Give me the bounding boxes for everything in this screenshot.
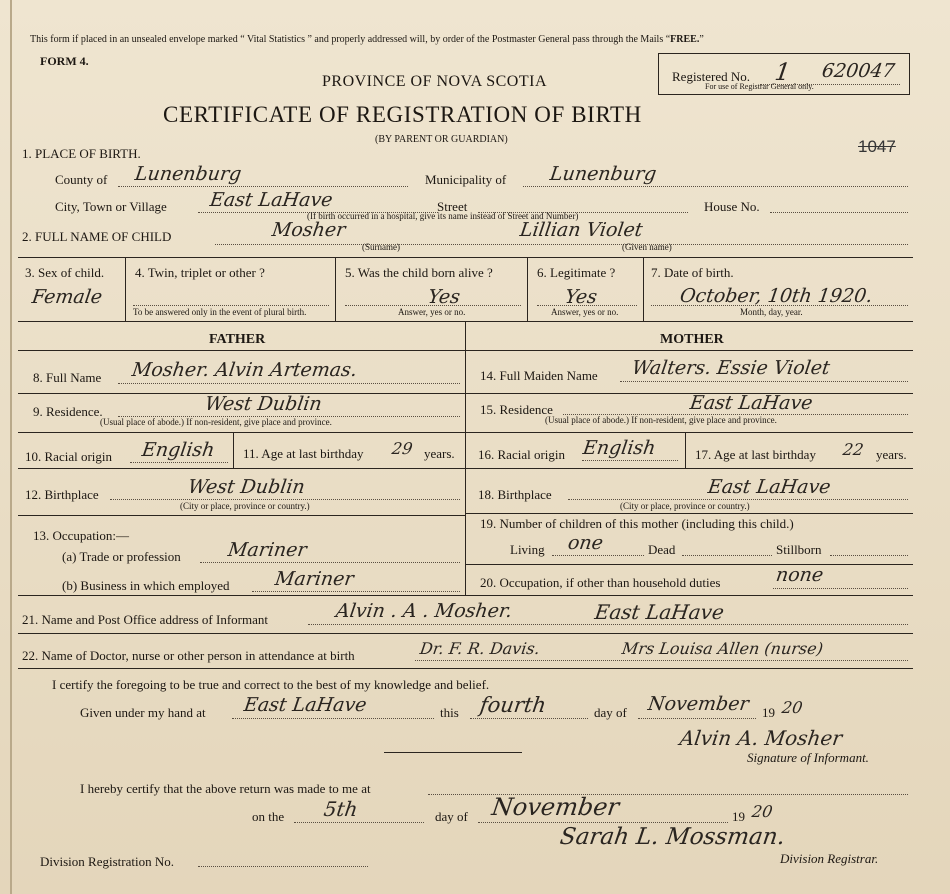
father-trade-line — [200, 562, 460, 563]
mother-age-divider — [685, 432, 686, 468]
given-day-value: fourth — [478, 693, 548, 717]
mother-residence-note: (Usual place of abode.) If non-resident, give place and province. — [545, 415, 777, 425]
informant-name-value: Alvin . A . Mosher. — [334, 600, 514, 622]
child-name-line — [215, 244, 908, 245]
mother-rule-1 — [465, 393, 913, 394]
signature-divider — [384, 752, 522, 753]
twin-line — [133, 305, 329, 306]
mother-age-value: 22 — [841, 440, 865, 459]
city-value: East LaHave — [208, 189, 335, 211]
legit-note: Answer, yes or no. — [551, 307, 619, 317]
given-year-prefix: 19 — [762, 705, 775, 720]
registrar-statement: I hereby certify that the above return was made to me at — [80, 781, 371, 796]
street-note: (If birth occurred in a hospital, give its name instead of Street and Number) — [307, 211, 579, 221]
street-label: Street — [437, 199, 468, 214]
twin-label: 4. Twin, triplet or other ? — [135, 265, 265, 280]
alive-label: 5. Was the child born alive ? — [345, 265, 493, 280]
mother-birthplace-label: 18. Birthplace — [478, 487, 552, 502]
given-month-line — [638, 718, 756, 719]
parents-bottom-rule — [18, 595, 913, 596]
mother-children-label: 19. Number of children of this mother (including this child.) — [480, 516, 794, 531]
father-birthplace-note: (City or place, province or country.) — [180, 501, 310, 511]
mother-stillborn-label: Stillborn — [776, 542, 822, 557]
child-name-label: 2. FULL NAME OF CHILD — [22, 229, 172, 244]
county-label: County of — [55, 172, 108, 187]
father-residence-value: West Dublin — [203, 393, 324, 415]
registrar-year-value: 20 — [750, 802, 774, 821]
municipality-value: Lunenburg — [548, 163, 658, 185]
alive-value: Yes — [426, 286, 462, 308]
father-residence-label: 9. Residence. — [33, 404, 103, 419]
mother-stillborn-line — [830, 555, 908, 556]
father-business-line — [252, 591, 460, 592]
registered-stamp: 620047 — [820, 60, 897, 82]
mother-racial-value: English — [581, 437, 658, 459]
mother-living-value: one — [566, 532, 605, 554]
date-line — [651, 305, 908, 306]
registrar-day-of-label: day of — [435, 809, 468, 824]
informant-address-value: East LaHave — [593, 600, 726, 624]
father-age-label: 11. Age at last birthday — [243, 446, 364, 461]
house-label: House No. — [704, 199, 760, 214]
attendant-nurse-value: Mrs Louisa Allen (nurse) — [620, 639, 825, 658]
father-heading: FATHER — [209, 332, 266, 347]
father-trade-value: Mariner — [226, 539, 309, 561]
legit-label: 6. Legitimate ? — [537, 265, 616, 280]
given-year-value: 20 — [780, 698, 804, 717]
registered-value: 1 — [773, 58, 793, 86]
given-month-value: November — [646, 693, 751, 715]
date-note: Month, day, year. — [740, 307, 803, 317]
registrar-signature-caption: Division Registrar. — [780, 851, 879, 866]
mother-living-label: Living — [510, 542, 545, 557]
mother-rule-3 — [465, 468, 913, 469]
given-day-line — [470, 718, 588, 719]
postal-notice-text: This form if placed in an unsealed envelope marked “ Vital Statistics ” and properly addressed will, by order of the Postmaster General pass through the Mails “ — [30, 34, 671, 45]
row-rule-top — [18, 257, 913, 258]
county-value: Lunenburg — [133, 163, 243, 185]
mother-age-label: 17. Age at last birthday — [695, 447, 816, 462]
division-registration-label: Division Registration No. — [40, 854, 174, 869]
mother-name-value: Walters. Essie Violet — [630, 357, 832, 379]
mother-rule-4 — [465, 513, 913, 514]
attendant-rule — [18, 668, 913, 669]
registrar-signature: Sarah L. Mossman. — [558, 824, 787, 850]
informant-line — [308, 624, 908, 625]
mother-dead-line — [682, 555, 772, 556]
alive-note: Answer, yes or no. — [398, 307, 466, 317]
informant-signature: Alvin A. Mosher — [678, 726, 844, 750]
mother-birthplace-line — [568, 499, 908, 500]
mother-residence-label: 15. Residence — [480, 402, 553, 417]
father-residence-note: (Usual place of abode.) If non-resident, give place and province. — [100, 417, 332, 427]
mother-birthplace-value: East LaHave — [706, 476, 833, 498]
city-label: City, Town or Village — [55, 199, 167, 214]
father-birthplace-value: West Dublin — [186, 476, 307, 498]
on-the-label: on the — [252, 809, 285, 824]
divider-sex — [125, 257, 126, 321]
divider-alive — [527, 257, 528, 321]
certify-statement: I certify the foregoing to be true and correct to the best of my knowledge and belief. — [52, 677, 490, 692]
mother-occupation-line — [773, 588, 908, 589]
mother-birthplace-note: (City or place, province or country.) — [620, 501, 750, 511]
division-registration-line — [198, 866, 368, 867]
certificate-title: CERTIFICATE OF REGISTRATION OF BIRTH — [163, 102, 642, 127]
father-name-line — [118, 383, 460, 384]
given-caption: (Given name) — [622, 242, 672, 252]
date-label: 7. Date of birth. — [651, 265, 734, 280]
divider-legit — [643, 257, 644, 321]
sex-value: Female — [30, 286, 104, 308]
registrar-use-note: For use of Registrar General only. — [705, 82, 814, 91]
father-birthplace-label: 12. Birthplace — [25, 487, 99, 502]
parents-heading-rule — [18, 350, 913, 351]
form-number: FORM 4. — [40, 54, 89, 68]
mother-rule-2 — [465, 432, 913, 433]
father-business-label: (b) Business in which employed — [62, 578, 230, 593]
father-racial-label: 10. Racial origin — [25, 449, 113, 464]
attendant-line — [415, 660, 908, 661]
this-label: this — [440, 705, 459, 720]
mother-heading: MOTHER — [660, 332, 724, 347]
attendant-doctor-value: Dr. F. R. Davis. — [418, 639, 542, 658]
father-age-value: 29 — [390, 439, 414, 458]
alive-line — [345, 305, 521, 306]
mother-occupation-value: none — [774, 564, 825, 586]
given-label: Given under my hand at — [80, 705, 206, 720]
mother-occupation-label: 20. Occupation, if other than household duties — [480, 575, 721, 590]
mother-dead-label: Dead — [648, 542, 676, 557]
margin-number: 1047 — [858, 137, 896, 156]
mother-racial-line — [582, 460, 678, 461]
twin-note: To be answered only in the event of plural birth. — [133, 307, 307, 317]
house-line — [770, 212, 908, 213]
father-racial-value: English — [140, 439, 217, 461]
registrar-day-value: 5th — [322, 797, 360, 821]
province-title: PROVINCE OF NOVA SCOTIA — [322, 73, 548, 90]
mother-rule-5 — [465, 564, 913, 565]
father-rule-4 — [18, 515, 465, 516]
informant-signature-caption: Signature of Informant. — [747, 750, 869, 765]
father-occupation-label: 13. Occupation:— — [33, 528, 130, 543]
father-age-unit: years. — [424, 446, 455, 461]
postal-notice-end: ” — [699, 34, 704, 45]
date-value: October, 10th 1920. — [678, 285, 874, 307]
child-surname-value: Mosher — [270, 219, 347, 241]
county-line — [118, 186, 408, 187]
mother-name-label: 14. Full Maiden Name — [480, 368, 598, 383]
father-name-value: Mosher. Alvin Artemas. — [130, 359, 359, 381]
father-birthplace-line — [110, 499, 460, 500]
informant-label: 21. Name and Post Office address of Informant — [22, 612, 268, 627]
postal-notice-free: FREE. — [670, 34, 700, 45]
father-name-label: 8. Full Name — [33, 370, 102, 385]
mother-residence-value: East LaHave — [688, 392, 815, 414]
surname-caption: (Surname) — [362, 242, 400, 252]
sex-label: 3. Sex of child. — [25, 265, 105, 280]
child-given-value: Lillian Violet — [518, 219, 645, 241]
parents-divider — [465, 321, 466, 595]
municipality-line — [523, 186, 908, 187]
mother-living-line — [552, 555, 644, 556]
registrar-month-line — [478, 822, 728, 823]
registrar-day-line — [294, 822, 424, 823]
father-rule-3 — [18, 468, 465, 469]
registrar-year-prefix: 19 — [732, 809, 745, 824]
day-of-label: day of — [594, 705, 627, 720]
father-rule-2 — [18, 432, 465, 433]
legit-line — [537, 305, 637, 306]
municipality-label: Municipality of — [425, 172, 507, 187]
attendant-label: 22. Name of Doctor, nurse or other person in attendance at birth — [22, 648, 355, 663]
mother-racial-label: 16. Racial origin — [478, 447, 566, 462]
father-racial-line — [130, 462, 228, 463]
father-business-value: Mariner — [273, 568, 356, 590]
father-age-divider — [233, 432, 234, 468]
mother-age-unit: years. — [876, 447, 907, 462]
paper-left-edge — [10, 0, 12, 894]
certificate-subtitle: (BY PARENT OR GUARDIAN) — [375, 134, 508, 145]
legit-value: Yes — [563, 286, 599, 308]
registrar-month-value: November — [490, 793, 621, 821]
place-of-birth-label: 1. PLACE OF BIRTH. — [22, 146, 141, 161]
divider-twin — [335, 257, 336, 321]
father-trade-label: (a) Trade or profession — [62, 549, 181, 564]
informant-rule — [18, 633, 913, 634]
postal-notice — [30, 35, 704, 45]
given-place-line — [232, 718, 434, 719]
given-place-value: East LaHave — [242, 694, 369, 716]
mother-name-line — [620, 381, 908, 382]
registered-label: Registered No. — [672, 69, 750, 84]
